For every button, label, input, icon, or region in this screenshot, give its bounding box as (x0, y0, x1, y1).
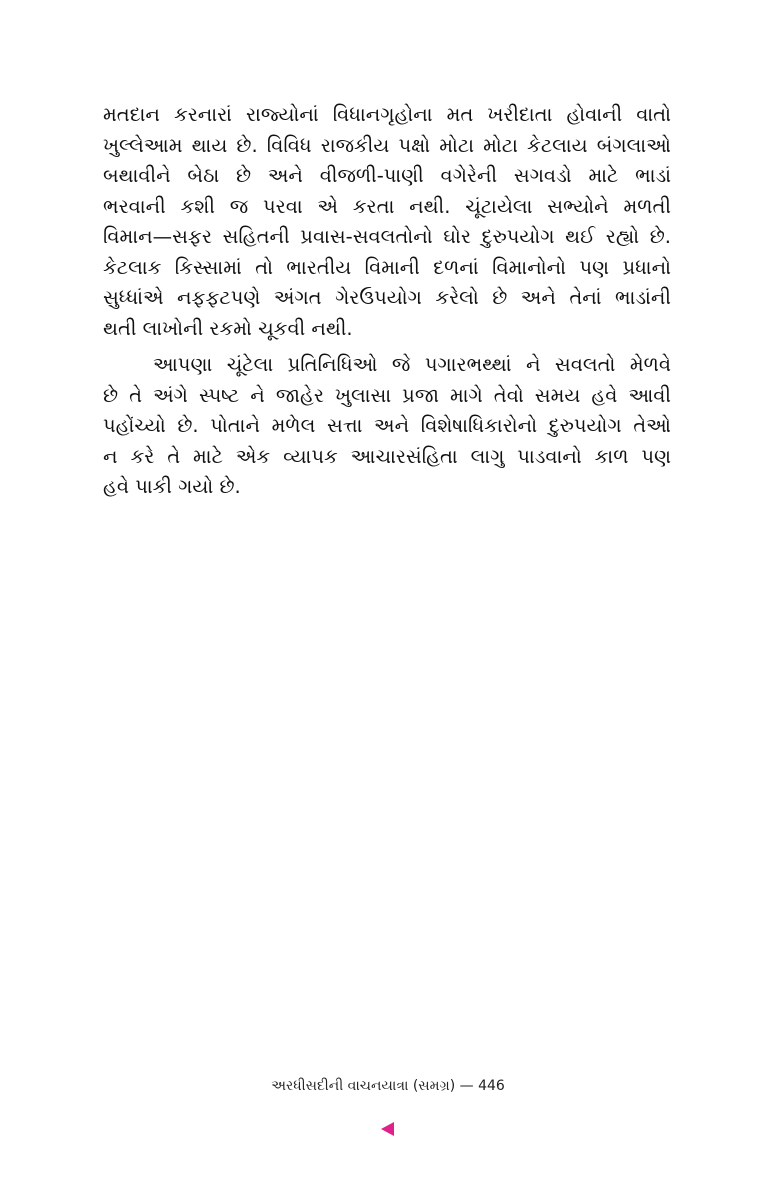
text-line: ખુલ્લેઆમ થાય છે. વિવિધ રાજકીય પક્ષો મોટા મોટા કેટલાય બંગલાઓ (103, 133, 671, 157)
paragraph-1 (103, 100, 671, 344)
text-line: બથાવીને બેઠા છે અને વીજળી-પાણી વગેરેની સગવડો માટે ભાડાં (103, 164, 671, 187)
text-line: આપણા ચૂંટેલા પ્રતિનિધિઓ જે પગારભથ્થાં ને સવલતો મેળવે (153, 353, 671, 376)
text-line: પહોંચ્યો છે. પોતાને મળેલ સત્તા અને વિશેષાધિકારોનો દુરુપયોગ તેઓ (103, 414, 671, 437)
text-line: સુધ્ધાંએ નફફટપણે અંગત ગેરઉપયોગ કરેલો છે અને તેનાં ભાડાંની (103, 286, 671, 309)
paragraph-2 (103, 350, 671, 503)
body-text (103, 100, 671, 503)
triangle-left-icon[interactable] (381, 1122, 394, 1136)
text-line: થતી લાખોની રકમો ચૂકવી નથી. (103, 316, 353, 340)
text-line: મતદાન કરનારાં રાજ્યોનાં વિધાનગૃહોના મત ખરીદાતા હોવાની વાતો (103, 103, 671, 126)
text-line: વિમાન—સફર સહિતની પ્રવાસ-સવલતોનો ઘોર દુરુપયોગ થઈ રહ્યો છે. (103, 225, 671, 248)
text-line: છે તે અંગે સ્પષ્ટ ને જાહેર ખુલાસા પ્રજા માગે તેવો સમય હવે આવી (103, 383, 671, 407)
text-line: કેટલાક કિસ્સામાં તો ભારતીય વિમાની દળનાં વિમાનોનો પણ પ્રધાનો (103, 255, 671, 279)
text-line: ભરવાની કશી જ પરવા એ કરતા નથી. ચૂંટાયેલા સભ્યોને મળતી (103, 194, 671, 218)
text-line: હવે પાકી ગયો છે. (103, 475, 241, 498)
text-line: ન કરે તે માટે એક વ્યાપક આચારસંહિતા લાગુ પાડવાનો કાળ પણ (103, 444, 671, 468)
page-footer: અરધીસદીની વાચનયાત્રા (સમગ્ર) — 446 (271, 1078, 505, 1094)
